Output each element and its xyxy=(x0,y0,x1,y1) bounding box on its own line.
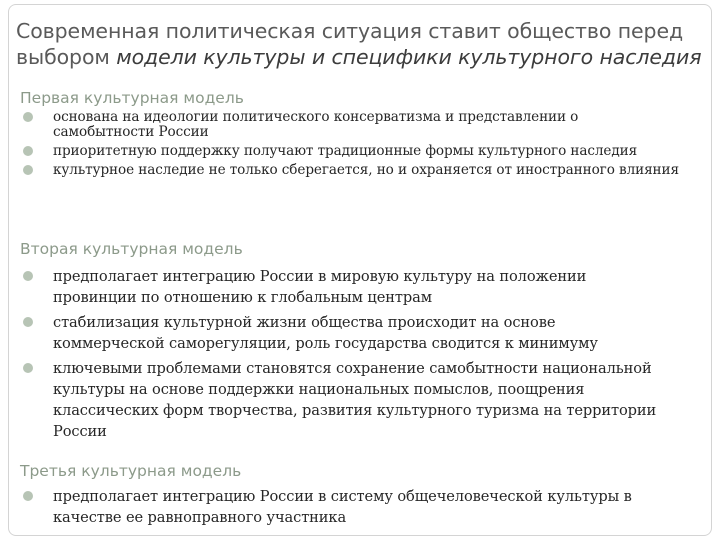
list-item xyxy=(20,266,660,308)
list-item-text: предполагает интеграцию России в систему общечеловеческой культуры в качестве ее равноправного участника xyxy=(53,488,632,526)
list-item xyxy=(20,358,660,442)
model-2-list xyxy=(20,266,660,446)
list-item xyxy=(20,163,701,178)
model-1-list xyxy=(20,110,710,182)
bullet-icon xyxy=(23,146,33,156)
list-item-text: стабилизация культурной жизни общества происходит на основе коммерческой саморегуляции, роль государства сводится к минимуму xyxy=(53,314,598,352)
title-line-1: Современная политическая ситуация ставит общество перед xyxy=(16,19,684,43)
slide-title xyxy=(16,18,706,70)
model-2-heading: Вторая культурная модель xyxy=(20,240,243,258)
bullet-icon xyxy=(23,112,33,122)
bullet-icon xyxy=(23,317,33,327)
list-item xyxy=(20,110,673,140)
bullet-icon xyxy=(23,491,33,501)
model-3-list xyxy=(20,486,700,532)
model-3-heading: Третья культурная модель xyxy=(20,462,242,480)
list-item xyxy=(20,312,660,354)
title-line-2-prefix: выбором xyxy=(16,45,117,69)
bullet-icon xyxy=(23,271,33,281)
list-item-text: приоритетную поддержку получают традиционные формы культурного наследия xyxy=(53,143,638,159)
bullet-icon xyxy=(23,363,33,373)
list-item-text: ключевыми проблемами становятся сохранение самобытности национальной культуры на основе поддержки национальных помыслов, поощрения классических форм творчества, развития культурного туризма на территории России xyxy=(53,360,657,440)
list-item xyxy=(20,144,673,159)
title-emphasis: модели культуры и специфики культурного наследия xyxy=(116,45,702,69)
list-item-text: культурное наследие не только сберегается, но и охраняется от иностранного влияния xyxy=(53,162,679,178)
bullet-icon xyxy=(23,165,33,175)
list-item xyxy=(20,486,700,528)
list-item-text: предполагает интеграцию России в мировую культуру на положении провинции по отношению к глобальным центрам xyxy=(53,268,587,306)
list-item-text: основана на идеологии политического консерватизма и представлении о самобытности России xyxy=(53,109,579,140)
model-1-heading: Первая культурная модель xyxy=(20,89,244,107)
